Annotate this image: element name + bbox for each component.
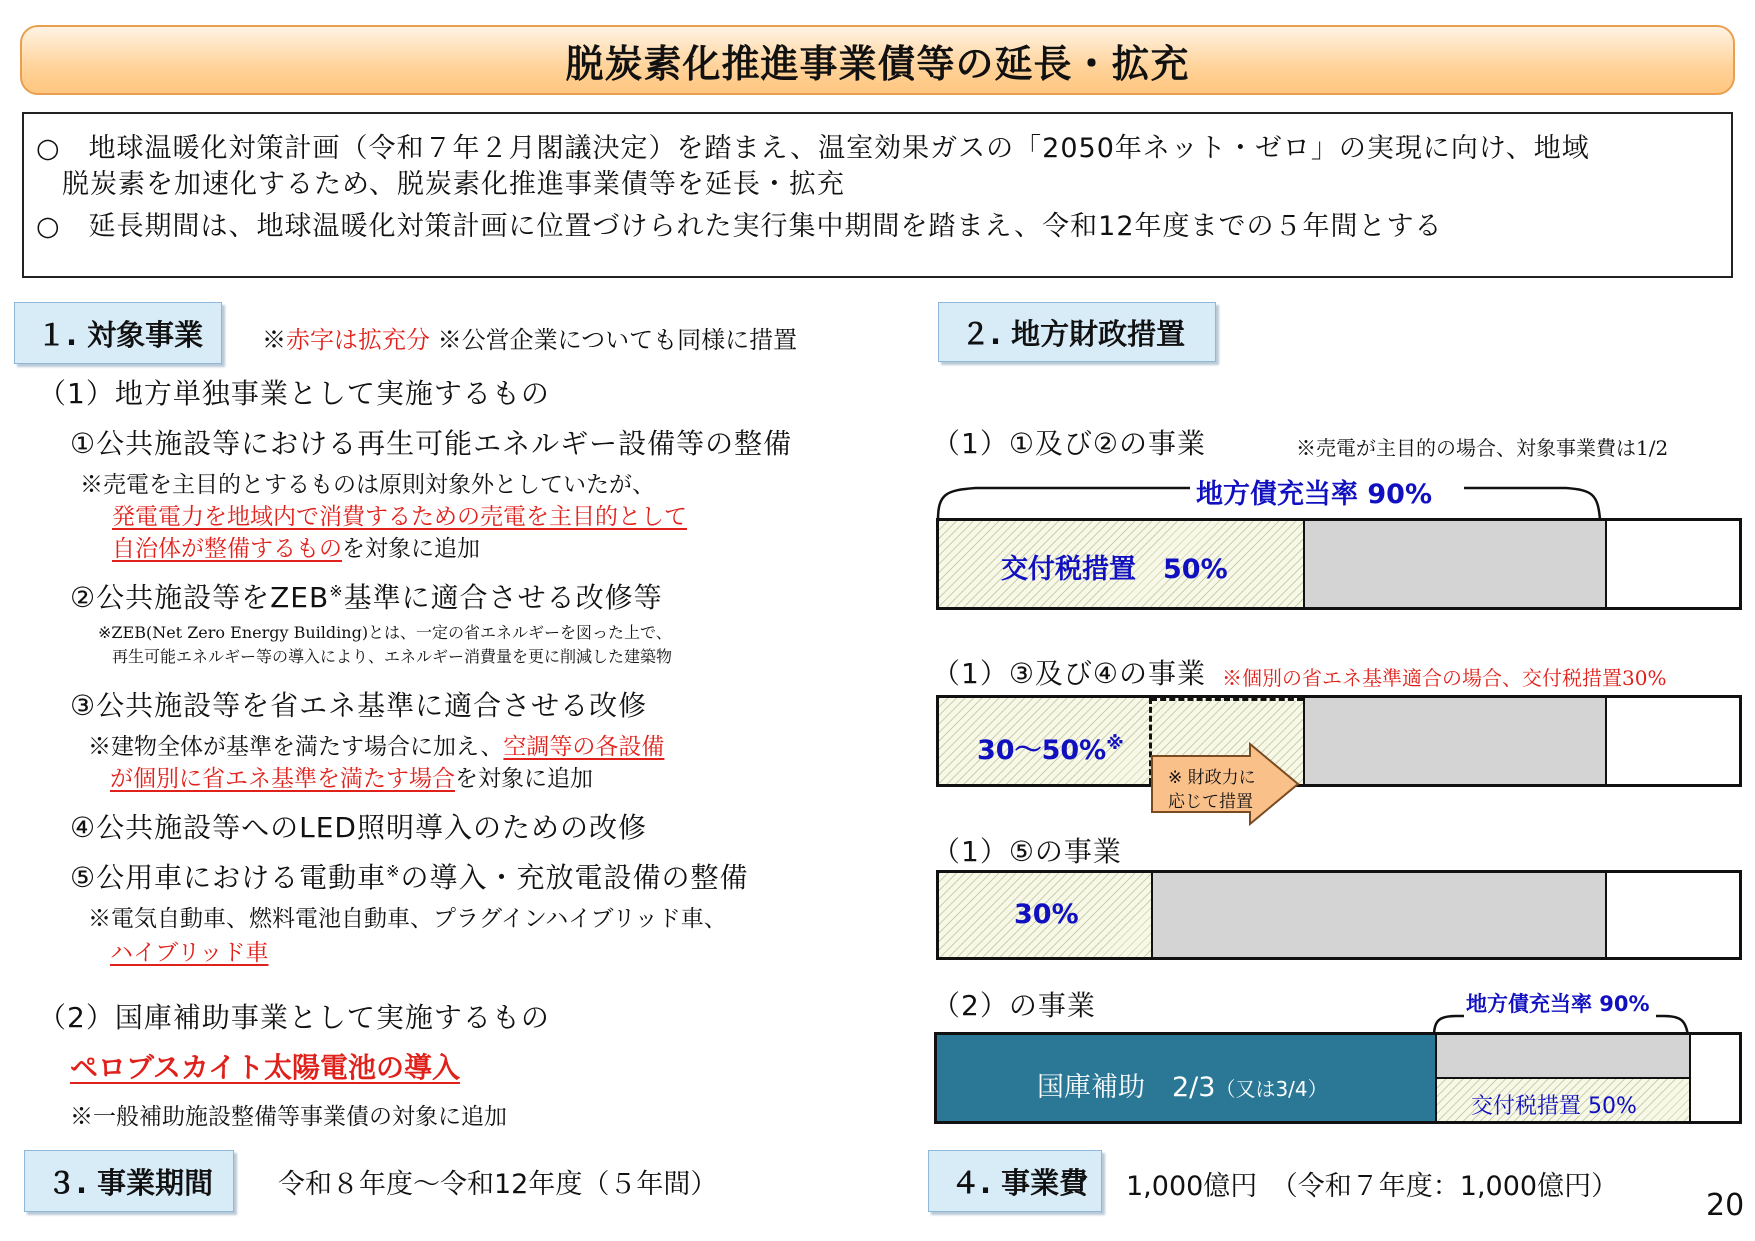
section3-header: ３. 事業期間 xyxy=(24,1150,234,1212)
chart3-debt xyxy=(1151,873,1607,957)
section4-value: 1,000億円 （令和７年度：1,000億円） xyxy=(1126,1171,1619,1202)
page-title: 脱炭素化推進事業債等の延長・拡充 xyxy=(565,41,1190,86)
chart4-bar xyxy=(934,1032,1742,1124)
item2-note1: ※ZEB(Net Zero Energy Building)とは、一定の省エネルギーを図った上で、 xyxy=(98,623,672,642)
section1-note: ※赤字は拡充分 ※公営企業についても同様に措置 xyxy=(262,326,798,354)
sub2-note: ※一般補助施設整備等事業債の対象に追加 xyxy=(70,1104,507,1130)
chart3-label: （1）⑤の事業 xyxy=(932,835,1122,868)
item3-note2: が個別に省エネ基準を満たす場合を対象に追加 xyxy=(110,766,593,792)
chart1-label: （1）①及び②の事業 xyxy=(932,427,1207,460)
chart1-fill-label: 交付税措置 50% xyxy=(1001,554,1228,585)
item5: ⑤公用車における電動車※の導入・充放電設備の整備 xyxy=(70,861,749,894)
page-number: 20 xyxy=(1706,1188,1745,1223)
summary-line-1: ○ 地球温暖化対策計画（令和７年２月閣議決定）を踏まえ、温室効果ガスの「2050年ネット・ゼロ」の実現に向け、地域 xyxy=(36,133,1590,164)
chart4-label: （2）の事業 xyxy=(932,989,1096,1022)
chart2-label: （1）③及び④の事業 xyxy=(932,657,1207,690)
section4-header: ４. 事業費 xyxy=(928,1150,1102,1212)
section2-header: ２. 地方財政措置 xyxy=(938,302,1216,362)
item1-note2: 発電電力を地域内で消費するための売電を主目的として xyxy=(112,504,687,530)
chart4-bracket-label: 地方債充当率 90% xyxy=(1466,992,1650,1016)
chart1-bracket-label: 地方債充当率 90% xyxy=(1196,479,1433,510)
title-banner xyxy=(20,25,1735,95)
summary-line-2: 脱炭素を加速化するため、脱炭素化推進事業債等を延長・拡充 xyxy=(62,169,845,200)
chart4-subsidy-label: 国庫補助 2/3（又は3/4） xyxy=(1037,1072,1328,1103)
chart4-debt xyxy=(1435,1035,1691,1079)
item3-note1: ※建物全体が基準を満たす場合に加え、空調等の各設備 xyxy=(88,734,665,760)
chart2-bar xyxy=(936,695,1742,787)
item3: ③公共施設等を省エネ基準に適合させる改修 xyxy=(70,689,648,722)
item5-note2: ハイブリッド車 xyxy=(110,940,269,966)
item2: ②公共施設等をZEB※基準に適合させる改修等 xyxy=(70,581,663,614)
sub2-heading: （2）国庫補助事業として実施するもの xyxy=(38,1001,550,1034)
item4: ④公共施設等へのLED照明導入のための改修 xyxy=(70,811,647,844)
chart1-bar xyxy=(936,518,1742,610)
chart3-bar xyxy=(936,870,1742,960)
section1-header: １. 対象事業 xyxy=(14,302,222,364)
summary-box xyxy=(22,112,1733,278)
chart2-arrow-line1: ※ 財政力に xyxy=(1168,768,1256,788)
section3-value: 令和８年度～令和12年度（５年間） xyxy=(278,1169,718,1200)
chart2-debt xyxy=(1303,698,1607,784)
sub2-item: ペロブスカイト太陽電池の導入 xyxy=(70,1051,461,1084)
sub1-heading: （1）地方単独事業として実施するもの xyxy=(38,377,550,410)
chart2-arrow-line2: 応じて措置 xyxy=(1168,792,1253,812)
section1-note-red: 赤字は拡充分 xyxy=(286,326,430,354)
chart4-fill-label: 交付税措置 50% xyxy=(1471,1094,1637,1119)
chart1-debt xyxy=(1303,521,1607,607)
item1-note1: ※売電を主目的とするものは原則対象外としていたが、 xyxy=(80,472,655,498)
item5-note1: ※電気自動車、燃料電池自動車、プラグインハイブリッド車、 xyxy=(88,906,727,932)
chart3-fill-label: 30% xyxy=(1014,899,1079,930)
item2-note2: 再生可能エネルギー等の導入により、エネルギー消費量を更に削減した建築物 xyxy=(112,647,673,666)
item1-note3: 自治体が整備するものを対象に追加 xyxy=(112,536,480,562)
chart1-note: ※売電が主目的の場合、対象事業費は1/2 xyxy=(1296,436,1669,460)
summary-line-3: ○ 延長期間は、地球温暖化対策計画に位置づけられた実行集中期間を踏まえ、令和12年度までの５年間とする xyxy=(36,211,1443,242)
item1: ①公共施設等における再生可能エネルギー設備等の整備 xyxy=(70,427,793,460)
chart2-fill-label: 30～50%※ xyxy=(977,733,1124,766)
chart2-note: ※個別の省エネ基準適合の場合、交付税措置30% xyxy=(1222,666,1667,690)
